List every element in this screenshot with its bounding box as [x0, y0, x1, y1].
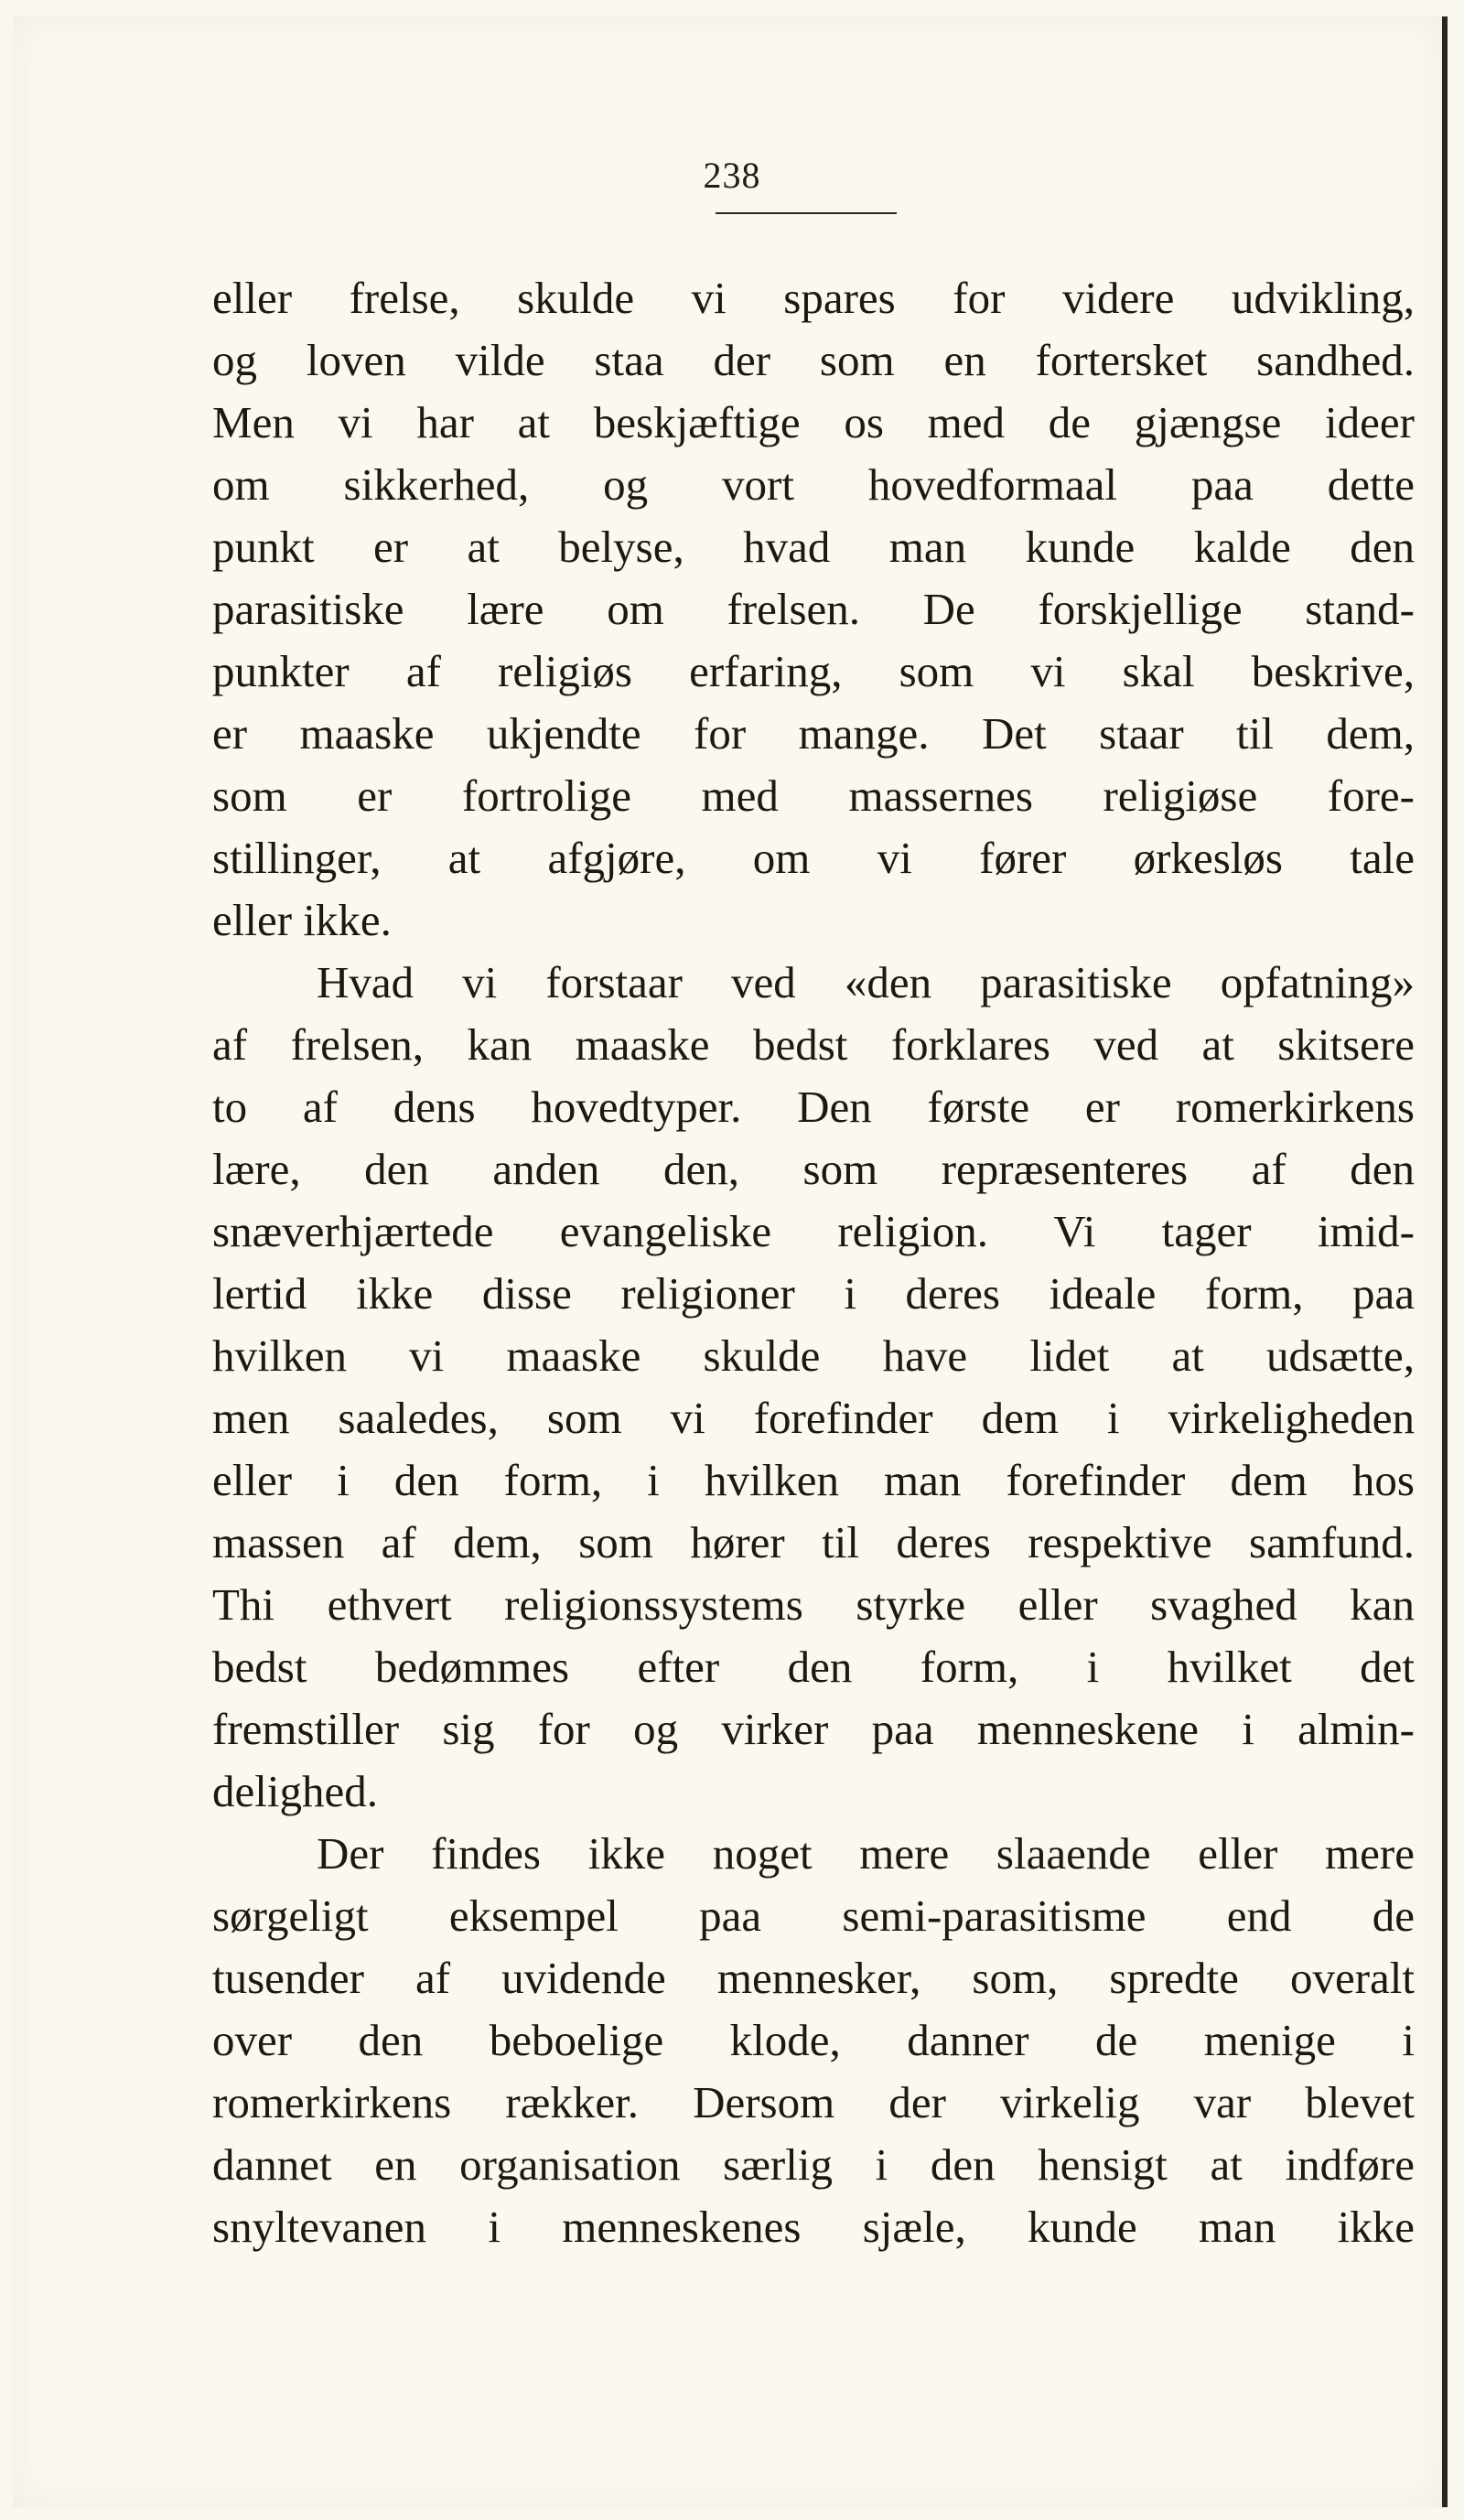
- text-line: snyltevanen i menneskenes sjæle, kunde man ikke: [212, 2202, 1415, 2252]
- text-line: massen af dem, som hører til deres respektive samfund.: [212, 1517, 1415, 1567]
- body-text: [212, 267, 1415, 2258]
- text-line: Der findes ikke noget mere slaaende eller mere: [317, 1828, 1415, 1879]
- text-line: punkter af religiøs erfaring, som vi skal beskrive,: [212, 646, 1415, 696]
- text-line: to af dens hovedtyper. Den første er romerkirkens: [212, 1082, 1415, 1132]
- text-line: parasitiske lære om frelsen. De forskjellige stand-: [212, 584, 1415, 634]
- text-line: punkt er at belyse, hvad man kunde kalde den: [212, 522, 1415, 572]
- text-line: eller frelse, skulde vi spares for videre udvikling,: [212, 273, 1415, 323]
- text-line: bedst bedømmes efter den form, i hvilket det: [212, 1642, 1415, 1692]
- paragraph-2: [212, 952, 1415, 1823]
- text-line: lære, den anden den, som repræsenteres af den: [212, 1144, 1415, 1194]
- text-line: om sikkerhed, og vort hovedformaal paa dette: [212, 459, 1415, 510]
- text-line: er maaske ukjendte for mange. Det staar til dem,: [212, 708, 1415, 759]
- text-line: eller ikke.: [212, 895, 392, 945]
- text-line: og loven vilde staa der som en fortersket sandhed.: [212, 335, 1415, 385]
- text-line: romerkirkens rækker. Dersom der virkelig var blevet: [212, 2077, 1415, 2127]
- paragraph-3: [212, 1823, 1415, 2258]
- text-line: snæverhjærtede evangeliske religion. Vi tager imid-: [212, 1206, 1415, 1256]
- text-line: over den beboelige klode, danner de menige i: [212, 2015, 1415, 2065]
- text-line: dannet en organisation særlig i den hensigt at indføre: [212, 2139, 1415, 2190]
- text-line: hvilken vi maaske skulde have lidet at udsætte,: [212, 1330, 1415, 1381]
- text-line: af frelsen, kan maaske bedst forklares ved at skitsere: [212, 1019, 1415, 1070]
- text-line: Thi ethvert religionssystems styrke eller svaghed kan: [212, 1579, 1415, 1630]
- text-line: Hvad vi forstaar ved «den parasitiske opfatning»: [317, 957, 1415, 1007]
- text-line: lertid ikke disse religioner i deres ideale form, paa: [212, 1268, 1415, 1319]
- paragraph-1: [212, 267, 1415, 952]
- text-line: fremstiller sig for og virker paa menneskene i almin-: [212, 1704, 1415, 1754]
- page-number-underline: [716, 212, 897, 214]
- text-line: som er fortrolige med massernes religiøse fore-: [212, 770, 1415, 821]
- text-line: Men vi har at beskjæftige os med de gjængse ideer: [212, 397, 1415, 447]
- page-number: 238: [703, 155, 761, 196]
- text-line: tusender af uvidende mennesker, som, spredte overalt: [212, 1953, 1415, 2003]
- text-line: sørgeligt eksempel paa semi-parasitisme end de: [212, 1890, 1415, 1941]
- text-line: delighed.: [212, 1766, 378, 1816]
- text-line: eller i den form, i hvilken man forefinder dem hos: [212, 1455, 1415, 1505]
- text-line: men saaledes, som vi forefinder dem i virkeligheden: [212, 1393, 1415, 1443]
- text-line: stillinger, at afgjøre, om vi fører ørkesløs tale: [212, 833, 1415, 883]
